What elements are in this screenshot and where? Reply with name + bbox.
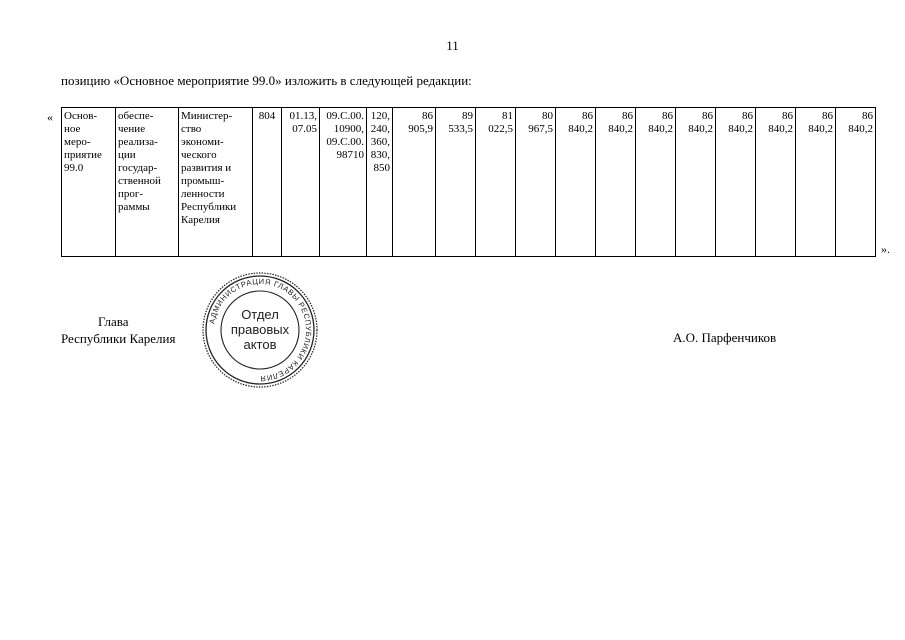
cell-line: Основ- bbox=[64, 110, 98, 122]
stamp-line2: правовых bbox=[230, 322, 290, 337]
cell-line: 533,5 bbox=[448, 123, 473, 135]
cell-line: 360, bbox=[370, 136, 390, 148]
table-cell bbox=[796, 108, 836, 257]
page-number: 11 bbox=[446, 38, 459, 53]
cell-line: 99.0 bbox=[64, 162, 84, 174]
table-cell bbox=[596, 108, 636, 257]
cell-line: 120, bbox=[370, 110, 390, 122]
table-cell bbox=[393, 108, 436, 257]
stamp-line3: актов bbox=[243, 337, 277, 352]
table-cell bbox=[116, 108, 179, 257]
cell-line: 81 bbox=[502, 110, 513, 122]
cell-line: государ- bbox=[118, 162, 158, 174]
signatory-title bbox=[61, 313, 175, 347]
cell-line: 850 bbox=[373, 162, 390, 174]
cell-line: 840,2 bbox=[568, 123, 593, 135]
cell-line: 905,9 bbox=[408, 123, 433, 135]
cell-line: Министер- bbox=[181, 110, 233, 122]
cell-line: 86 bbox=[422, 110, 433, 122]
table-cell bbox=[62, 108, 116, 257]
cell-line: меро- bbox=[64, 136, 91, 148]
table-cell bbox=[179, 108, 253, 257]
table-cell bbox=[676, 108, 716, 257]
cell-line: развития и bbox=[181, 162, 232, 174]
cell-line: 10900, bbox=[333, 123, 364, 135]
cell-line: реализа- bbox=[118, 136, 158, 148]
cell-line: 89 bbox=[462, 110, 473, 122]
cell-line: 840,2 bbox=[808, 123, 833, 135]
cell-line: 01.13, bbox=[289, 110, 317, 122]
cell-line: 840,2 bbox=[648, 123, 673, 135]
table-cell bbox=[636, 108, 676, 257]
cell-line: Республики bbox=[181, 201, 237, 213]
cell-line: 022,5 bbox=[488, 123, 513, 135]
cell-line: ции bbox=[118, 149, 136, 161]
table-row bbox=[62, 108, 876, 257]
quote-close: ». bbox=[881, 242, 890, 256]
cell-line: 840,2 bbox=[688, 123, 713, 135]
table-cell bbox=[556, 108, 596, 257]
cell-line: обеспе- bbox=[118, 110, 154, 122]
cell-line: 07.05 bbox=[292, 123, 317, 135]
cell-line: 840,2 bbox=[848, 123, 873, 135]
cell-line: раммы bbox=[118, 201, 150, 213]
cell-line: 86 bbox=[622, 110, 633, 122]
cell-line: прог- bbox=[118, 188, 144, 200]
cell-line: 840,2 bbox=[608, 123, 633, 135]
cell-line: 98710 bbox=[336, 149, 364, 161]
cell-line: 86 bbox=[742, 110, 753, 122]
cell-line: ство bbox=[181, 123, 202, 135]
table-cell bbox=[836, 108, 876, 257]
cell-line: 86 bbox=[782, 110, 793, 122]
cell-line: 804 bbox=[258, 110, 276, 122]
signatory-title-line1: Глава bbox=[98, 314, 129, 329]
cell-line: 840,2 bbox=[728, 123, 753, 135]
table-cell bbox=[476, 108, 516, 257]
table-cell bbox=[516, 108, 556, 257]
cell-line: ственной bbox=[118, 175, 161, 187]
table-cell bbox=[282, 108, 320, 257]
cell-line: 86 bbox=[582, 110, 593, 122]
cell-line: 86 bbox=[662, 110, 673, 122]
cell-line: 09.С.00. bbox=[326, 136, 364, 148]
cell-line: промыш- bbox=[181, 175, 225, 187]
cell-line: 86 bbox=[862, 110, 873, 122]
stamp-ring-text: АДМИНИСТРАЦИЯ ГЛАВЫ РЕСПУБЛИКИ КАРЕЛИЯ bbox=[207, 276, 314, 384]
cell-line: 240, bbox=[370, 123, 390, 135]
signatory-title-line2: Республики Карелия bbox=[61, 331, 176, 346]
cell-line: экономи- bbox=[181, 136, 224, 148]
cell-line: приятие bbox=[64, 149, 102, 161]
cell-line: 830, bbox=[370, 149, 390, 161]
table-cell bbox=[253, 108, 282, 257]
cell-line: ное bbox=[64, 123, 81, 135]
cell-line: 09.С.00. bbox=[326, 110, 364, 122]
stamp-line1: Отдел bbox=[241, 307, 279, 322]
table-cell bbox=[320, 108, 367, 257]
cell-line: Карелия bbox=[181, 214, 220, 226]
cell-line: 840,2 bbox=[768, 123, 793, 135]
table-cell bbox=[436, 108, 476, 257]
cell-line: 967,5 bbox=[528, 123, 553, 135]
cell-line: чение bbox=[118, 123, 146, 135]
table-cell bbox=[756, 108, 796, 257]
quote-open: « bbox=[47, 110, 53, 124]
cell-line: ческого bbox=[181, 149, 217, 161]
budget-table bbox=[61, 107, 876, 257]
cell-line: 80 bbox=[542, 110, 553, 122]
signatory-name: А.О. Парфенчиков bbox=[673, 330, 777, 345]
cell-line: ленности bbox=[181, 188, 225, 200]
table-cell bbox=[716, 108, 756, 257]
intro-text: позицию «Основное мероприятие 99.0» изложить в следующей редакции: bbox=[61, 73, 472, 88]
cell-line: 86 bbox=[822, 110, 833, 122]
stamp-seal bbox=[200, 271, 320, 389]
cell-line: 86 bbox=[702, 110, 713, 122]
table-cell bbox=[367, 108, 393, 257]
